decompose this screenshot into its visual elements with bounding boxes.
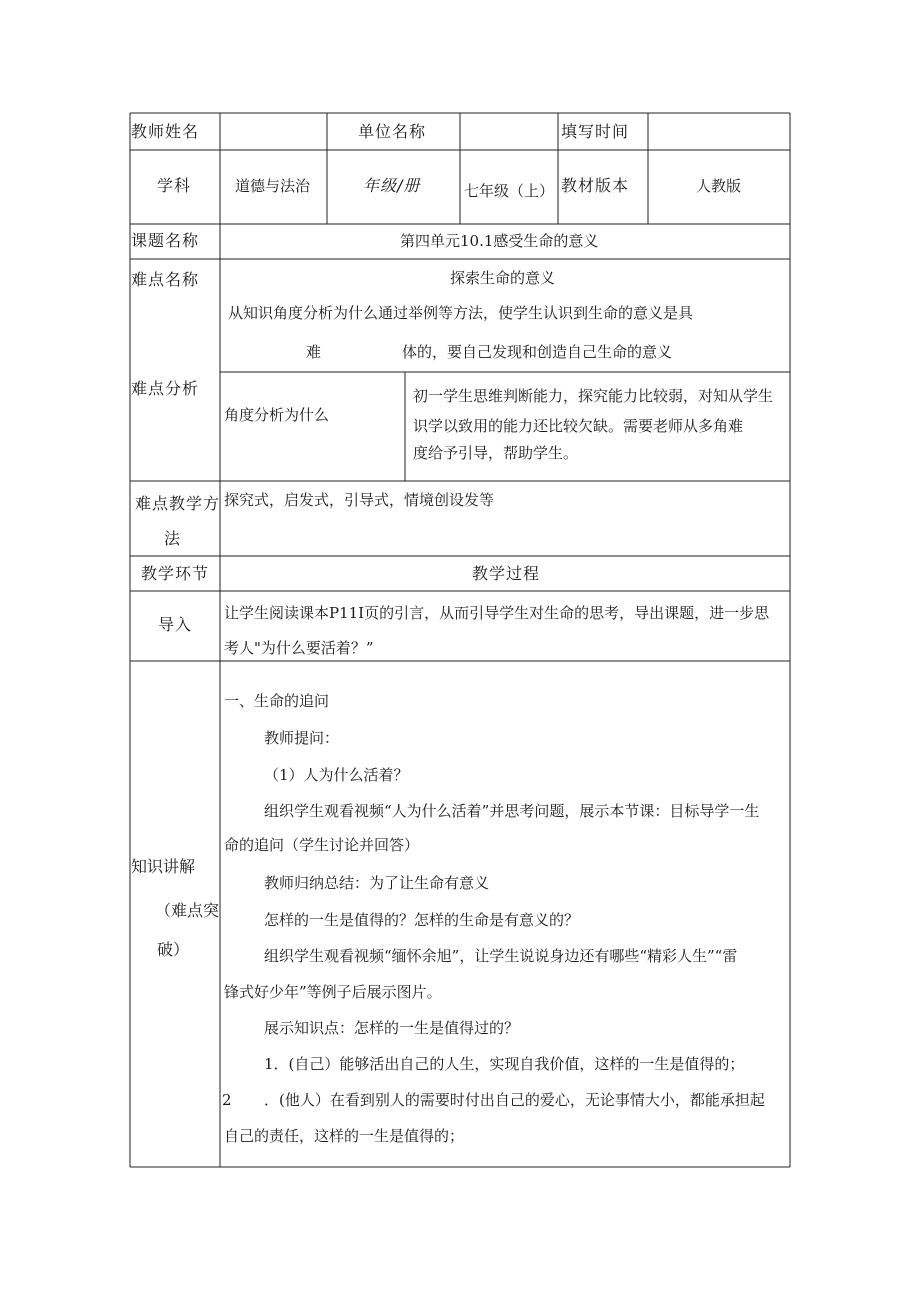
difficulty-name-label: 难点名称: [131, 270, 200, 289]
teaching-stage-header: 教学环节: [141, 564, 210, 583]
grade-label: 年级/册: [363, 176, 421, 195]
edition-value: 人教版: [696, 177, 742, 195]
content-line: （1）人为什么活着？: [264, 766, 409, 784]
difficulty-analysis-label: 难点分析: [131, 379, 200, 398]
intro-line1: 让学生阅读课本P11I页的引言，从而引导学生对生命的思考，导出课题，进一步思: [224, 604, 770, 622]
teacher-name-label: 教师姓名: [131, 122, 200, 141]
content-line: 组织学生观看视频“缅怀余旭”，让学生说说身边还有哪些“精彩人生”“雷: [264, 947, 738, 965]
method-label-line2: 法: [164, 529, 182, 548]
difficulty-name-value: 探索生命的意义: [450, 269, 556, 287]
student-analysis-line3: 度给予引导，帮助学生。: [413, 444, 579, 462]
content-line-number: 2: [222, 1091, 232, 1109]
intro-line2: 考人"为什么要活着？”: [224, 639, 374, 657]
content-line: 怎样的一生是值得的？怎样的生命是有意义的？: [264, 911, 580, 929]
content-line: 自己的责任，这样的一生是值得的；: [224, 1127, 465, 1145]
method-value: 探究式，启发式，引导式，情境创设发等: [224, 491, 495, 509]
content-line: 1．(自己）能够活出自己的人生，实现自我价值，这样的一生是值得的；: [264, 1055, 745, 1073]
content-line: 组织学生观看视频“人为什么活着”并思考问题，展示本节课：目标导学一生: [264, 802, 760, 820]
knowledge-label-line1: 知识讲解: [131, 857, 196, 876]
student-analysis-line1: 初一学生思维判断能力，探究能力比较弱，对知从学生: [413, 387, 774, 405]
topic-label: 课题名称: [131, 231, 200, 250]
content-line: 教师提问：: [264, 729, 340, 747]
edition-label: 教材版本: [561, 176, 630, 195]
teaching-process-header: 教学过程: [472, 564, 541, 583]
subject-label: 学科: [157, 176, 192, 195]
subject-value: 道德与法治: [235, 177, 311, 195]
knowledge-label-line2: （难点突: [155, 901, 220, 920]
unit-name-label: 单位名称: [358, 122, 427, 141]
knowledge-analysis-prefix: 难: [306, 343, 322, 361]
fill-time-label: 填写时间: [561, 122, 630, 141]
knowledge-analysis-line2: 体的，要自己发现和创造自己生命的意义: [402, 343, 673, 361]
topic-value: 第四单元10.1感受生命的意义: [400, 232, 599, 250]
content-line: ．(他人）在看到别人的需要时付出自己的爱心，无论事情大小，都能承担起: [264, 1091, 765, 1109]
content-line: 教师归纳总结：为了让生命有意义: [264, 874, 490, 892]
grade-value: 七年级（上）: [464, 182, 555, 200]
knowledge-label-line3: 破）: [157, 940, 190, 959]
student-analysis-label: 角度分析为什么: [224, 406, 330, 424]
intro-label: 导入: [158, 615, 193, 634]
content-line: 展示知识点：怎样的一生是值得过的？: [264, 1019, 520, 1037]
student-analysis-line2: 识学以致用的能力还比较欠缺。需要老师从多角难: [413, 417, 744, 435]
content-line: 一、生命的追问: [224, 692, 330, 710]
content-line: 锋式好少年”等例子后展示图片。: [224, 983, 442, 1001]
method-label-line1: 难点教学方: [135, 494, 221, 513]
content-line: 命的追问（学生讨论并回答）: [224, 836, 420, 854]
knowledge-analysis-line1: 从知识角度分析为什么通过举例等方法，使学生认识到生命的意义是具: [228, 304, 694, 322]
